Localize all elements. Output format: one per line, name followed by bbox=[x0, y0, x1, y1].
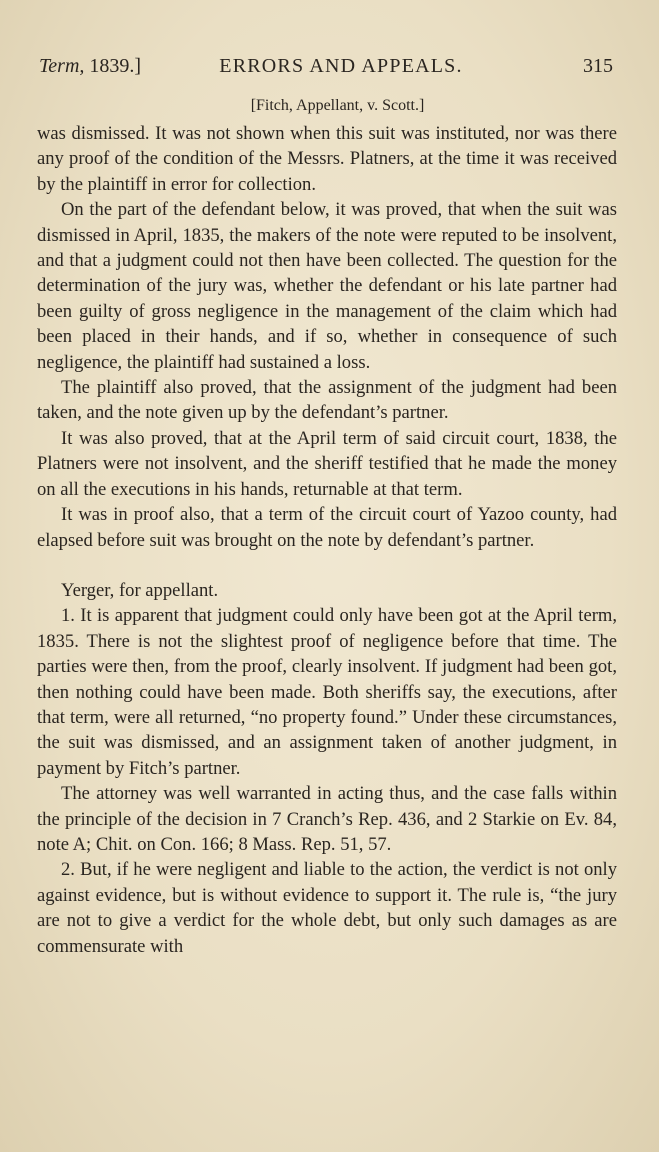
header-title: ERRORS AND APPEALS. bbox=[219, 55, 463, 77]
paragraph: 1. It is apparent that judgment could only have been got at the April term, 1835. There is not the slightest proof of negligence before that time. The parties were then, from the proof, clearly insolvent. If judgment had been got, then nothing could have been made. Both sheriffs say, the executions, after that term, were all returned, “no property found.” Under these circumstances, the suit was dismissed, and an assignment taken of another judgment, in payment by Fitch’s partner. bbox=[37, 605, 617, 779]
body-text bbox=[37, 121, 617, 959]
counsel-line: Yerger, for appellant. bbox=[61, 579, 219, 601]
paragraph: was dismissed. It was not shown when this suit was instituted, nor was there any proof of the condition of the Messrs. Platners, at the time it was received by the plaintiff in error for collection. bbox=[37, 123, 617, 195]
header-term-word: Term, bbox=[39, 55, 85, 77]
paragraph: It was also proved, that at the April term of said circuit court, 1838, the Platners were not insolvent, and the sheriff testified that he made the money on all the executions in his hands, returnable at that term. bbox=[37, 427, 617, 500]
paragraph: 2. But, if he were negligent and liable to the action, the verdict is not only against evidence, but is without evidence to support it. The rule is, “the jury are not to give a verdict for the whole debt, but only such damages as are commensurate with bbox=[37, 859, 617, 957]
book-page bbox=[37, 0, 620, 1152]
paragraph: The attorney was well warranted in acting thus, and the case falls within the principle of the decision in 7 Cranch’s Rep. 436, and 2 Starkie on Ev. 84, note A; Chit. on Con. 166; 8 Mass. Rep. 51, 57. bbox=[37, 783, 617, 855]
paragraph: It was in proof also, that a term of the circuit court of Yazoo county, had elapsed before suit was brought on the note by defendant’s partner. bbox=[37, 504, 617, 551]
page-number: 315 bbox=[583, 55, 613, 77]
case-caption: [Fitch, Appellant, v. Scott.] bbox=[250, 97, 425, 114]
paragraph: The plaintiff also proved, that the assignment of the judgment had been taken, and the note given up by the defendant’s partner. bbox=[37, 377, 617, 424]
running-header bbox=[37, 55, 617, 83]
header-year: 1839.] bbox=[84, 55, 142, 77]
paragraph: On the part of the defendant below, it was proved, that when the suit was dismissed in April, 1835, the makers of the note were reputed to be insolvent, and that a judgment could not then have been collected. The question for the determination of the jury was, whether the defendant or his late partner had been guilty of gross negligence in the management of the claim which had been placed in their hands, and if so, whether in consequence of such negligence, the plaintiff had sustained a loss. bbox=[37, 199, 617, 373]
